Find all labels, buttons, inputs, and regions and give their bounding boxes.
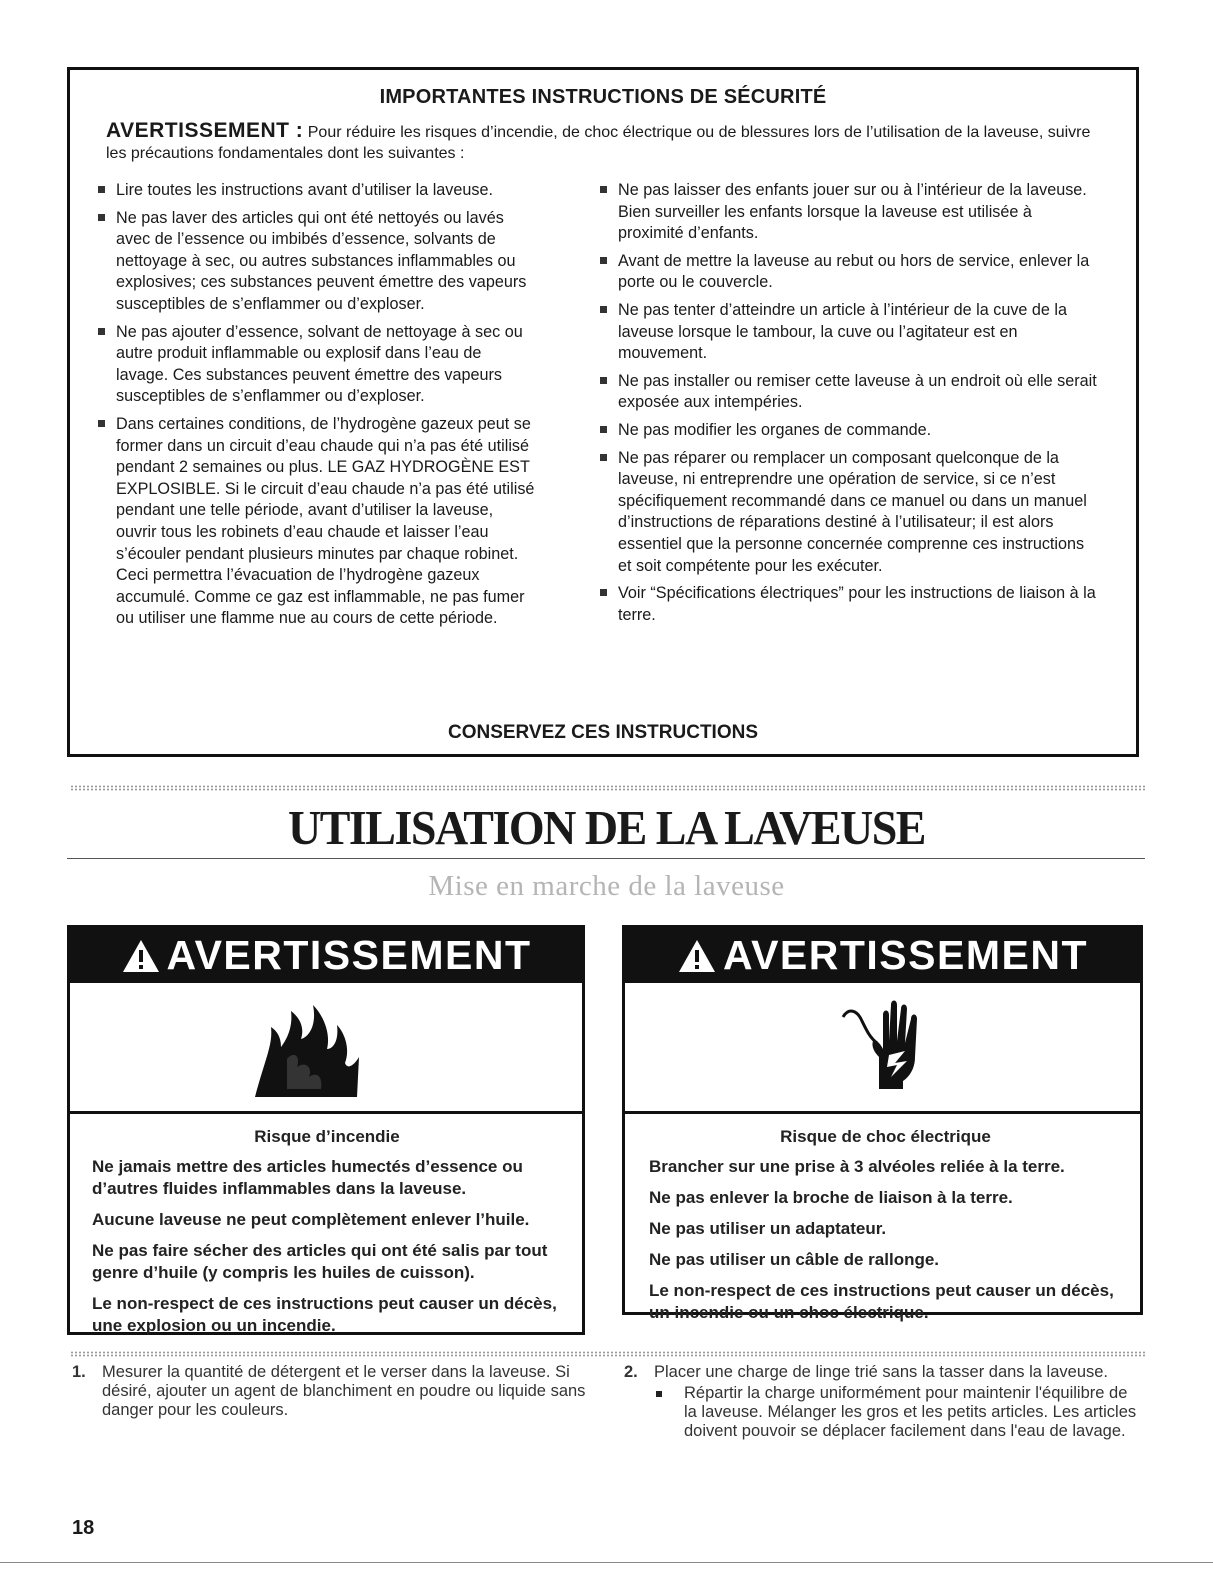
shock-risk-title: Risque de choc électrique (780, 1127, 991, 1146)
section-divider (67, 858, 1145, 859)
safety-item: Ne pas laver des articles qui ont été nettoyés ou lavés avec de l’essence ou imbibés d’essence, solvants de nettoyage à sec, ou autres substances inflammables ou explosives; ces substances peuvent émettre des vapeurs susceptibles de s’enflammer ou d’exploser. (96, 208, 536, 316)
step-sub-item (624, 1384, 1144, 1441)
safety-warning-text: Pour réduire les risques d’incendie, de choc électrique ou de blessures lors de l’utilisation de la laveuse, suivre les précautions fondamentales dont les suivantes : (106, 124, 1091, 162)
safety-title: IMPORTANTES INSTRUCTIONS DE SÉCURITÉ (379, 86, 827, 108)
bullet-icon (600, 377, 607, 384)
safety-left-column (96, 180, 536, 636)
warning-line: Ne pas utiliser un adaptateur. (649, 1219, 887, 1238)
shock-pictogram (625, 983, 1140, 1114)
safety-item: Avant de mettre la laveuse au rebut ou hors de service, enlever la porte ou le couvercle. (598, 251, 1098, 294)
dotted-divider (70, 1351, 1145, 1357)
section-title: UTILISATION DE LA LAVEUSE (288, 800, 925, 855)
step-number: 1. (72, 1363, 86, 1381)
step-text: Mesurer la quantité de détergent et le verser dans la laveuse. Si désiré, ajouter un agent de blanchiment en poudre ou liquide sans danger pour les couleurs. (102, 1363, 586, 1419)
warning-header (70, 928, 582, 983)
fire-risk-title: Risque d’incendie (254, 1127, 400, 1146)
fire-warning-box (67, 925, 585, 1335)
bullet-icon (600, 306, 607, 313)
warning-line: Ne pas utiliser un câble de rallonge. (649, 1250, 940, 1269)
warning-line: Aucune laveuse ne peut complètement enlever l’huile. (92, 1210, 530, 1229)
bullet-icon (656, 1391, 662, 1397)
step-number: 2. (624, 1363, 638, 1381)
safety-item: Ne pas réparer ou remplacer un composant quelconque de la laveuse, ni entreprendre une opération de service, si ce n’est spécifiquement recommandé dans ce manuel ou dans un manuel d’instructions de réparations destiné à l’utilisateur; il est alors essentiel que la personne concernée comprenne ces instructions et soit compétente pour les exécuter. (598, 448, 1098, 578)
safety-item: Ne pas ajouter d’essence, solvant de nettoyage à sec ou autre produit inflammable ou explosif dans l’eau de lavage. Ces substances peuvent émettre des vapeurs susceptibles de s’enflammer ou d’exploser. (96, 322, 536, 408)
bullet-icon (600, 454, 607, 461)
bullet-icon (98, 328, 105, 335)
warning-line: Ne pas enlever la broche de liaison à la terre. (649, 1188, 1013, 1207)
page-number: 18 (72, 1517, 95, 1539)
warning-line: Ne pas faire sécher des articles qui ont été salis par tout genre d’huile (y compris les huiles de cuisson). (92, 1241, 548, 1282)
warning-line: Brancher sur une prise à 3 alvéoles reliée à la terre. (649, 1157, 1065, 1176)
dotted-divider (70, 785, 1145, 791)
bullet-icon (600, 186, 607, 193)
step-sub-text: Répartir la charge uniformément pour maintenir l'équilibre de la laveuse. Mélanger les gros et les petits articles. Les articles doivent pouvoir se déplacer facilement dans l'eau de lavage. (684, 1384, 1137, 1440)
warning-line: Le non-respect de ces instructions peut causer un décès, une explosion ou un incendie. (92, 1294, 557, 1335)
warning-triangle-icon (121, 938, 161, 974)
safety-item: Dans certaines conditions, de l’hydrogène gazeux peut se former dans un circuit d’eau chaude qui n’a pas été utilisé pendant 2 semaines ou plus. LE GAZ HYDROGÈNE EST EXPLOSIBLE. Si le circuit d’eau chaude n’a pas été utilisé pendant une telle période, avant d’utiliser la laveuse, ouvrir tous les robinets d’eau chaude et laisser l’eau s’écouler pendant plusieurs minutes par chaque robinet. Ceci permettra l’évacuation de l’hydrogène gazeux accumulé. Comme ce gaz est inflammable, ne pas fumer ou utiliser une flamme nue au cours de cette période. (96, 414, 536, 630)
subsection-title: Mise en marche de la laveuse (428, 870, 785, 902)
safety-warning-intro (106, 120, 1106, 164)
warning-header-text: AVERTISSEMENT (723, 932, 1088, 978)
warning-triangle-icon (677, 938, 717, 974)
warning-header (625, 928, 1140, 983)
safety-instructions-box (67, 67, 1139, 757)
safety-right-column (598, 180, 1098, 632)
safety-footer: CONSERVEZ CES INSTRUCTIONS (447, 722, 759, 743)
fire-icon (247, 997, 367, 1107)
step-item (72, 1363, 592, 1420)
fire-pictogram (70, 983, 582, 1114)
bottom-edge-line (0, 1562, 1213, 1563)
shock-warning-body (625, 1114, 1140, 1333)
fire-warning-body (70, 1114, 582, 1346)
safety-item: Lire toutes les instructions avant d’utiliser la laveuse. (96, 180, 536, 202)
electric-shock-hand-icon (839, 997, 929, 1097)
step-item (624, 1363, 1144, 1441)
safety-item: Ne pas modifier les organes de commande. (598, 420, 1098, 442)
safety-item: Ne pas installer ou remiser cette laveuse à un endroit où elle serait exposée aux intempéries. (598, 371, 1098, 414)
bullet-icon (600, 257, 607, 264)
warning-line: Ne jamais mettre des articles humectés d’essence ou d’autres fluides inflammables dans la laveuse. (92, 1157, 523, 1198)
safety-item: Ne pas laisser des enfants jouer sur ou à l’intérieur de la laveuse. Bien surveiller les enfants lorsque la laveuse est utilisée à proximité d’enfants. (598, 180, 1098, 245)
bullet-icon (600, 589, 607, 596)
bullet-icon (600, 426, 607, 433)
shock-warning-box (622, 925, 1143, 1322)
safety-item: Ne pas tenter d’atteindre un article à l’intérieur de la cuve de la laveuse lorsque le tambour, la cuve ou l’agitateur est en mouvement. (598, 300, 1098, 365)
warning-line: Le non-respect de ces instructions peut causer un décès, un incendie ou un choc électrique. (649, 1281, 1114, 1322)
bullet-icon (98, 186, 105, 193)
bullet-icon (98, 214, 105, 221)
safety-warning-lead: AVERTISSEMENT : (106, 119, 304, 142)
warning-header-text: AVERTISSEMENT (166, 932, 532, 978)
bullet-icon (98, 420, 105, 427)
step-text: Placer une charge de linge trié sans la tasser dans la laveuse. (654, 1363, 1109, 1381)
safety-item: Voir “Spécifications électriques” pour les instructions de liaison à la terre. (598, 583, 1098, 626)
